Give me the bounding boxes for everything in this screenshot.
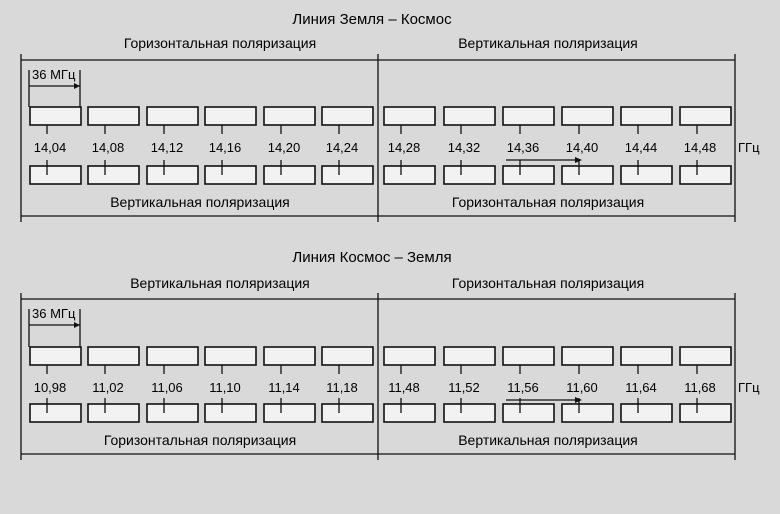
channel-box-top	[444, 347, 495, 365]
channel-frequency-label: 11,14	[268, 380, 300, 395]
channel-box-bottom	[264, 166, 315, 184]
channel-box-bottom	[444, 166, 495, 184]
channel-box-bottom	[147, 166, 198, 184]
bandwidth-label: 36 МГц	[32, 67, 76, 82]
channel-frequency-label: 14,36	[506, 140, 540, 155]
diagram-title: Линия Космос – Земля	[292, 249, 452, 266]
channel-frequency-label: 14,48	[683, 140, 717, 155]
channel-box-top	[322, 107, 373, 125]
frequency-unit-label: ГГц	[738, 380, 760, 395]
channel-frequency-label: 14,12	[150, 140, 184, 155]
diagram-title: Линия Земля – Космос	[292, 11, 452, 28]
channel-frequency-label: 11,10	[209, 380, 241, 395]
channel-box-bottom	[147, 404, 198, 422]
channel-box-top	[205, 107, 256, 125]
channel-frequency-label: 11,56	[507, 380, 539, 395]
bottom-left-polarization-label: Горизонтальная поляризация	[103, 432, 297, 448]
channel-box-bottom	[621, 166, 672, 184]
channel-frequency-label: 11,02	[92, 380, 124, 395]
top-left-polarization-label: Горизонтальная поляризация	[123, 35, 317, 51]
channel-box-top	[562, 107, 613, 125]
channel-frequency-label: 14,16	[208, 140, 242, 155]
channel-box-bottom	[680, 404, 731, 422]
channel-box-bottom	[680, 166, 731, 184]
channel-box-bottom	[384, 166, 435, 184]
channel-box-bottom	[88, 166, 139, 184]
channel-frequency-label: 11,68	[684, 380, 716, 395]
channel-frequency-label: 11,18	[326, 380, 358, 395]
channel-box-top	[680, 107, 731, 125]
bandwidth-arrowhead	[74, 322, 80, 328]
channel-frequency-label: 14,44	[624, 140, 658, 155]
frequency-unit-label: ГГц	[738, 140, 760, 155]
bottom-right-polarization-label: Вертикальная поляризация	[458, 432, 638, 448]
bandwidth-arrowhead	[74, 83, 80, 89]
channel-box-top	[384, 347, 435, 365]
channel-box-top	[680, 347, 731, 365]
top-left-polarization-label: Вертикальная поляризация	[130, 275, 310, 291]
channel-box-top	[264, 107, 315, 125]
channel-box-bottom	[444, 404, 495, 422]
channel-box-top	[88, 107, 139, 125]
channel-box-top	[147, 347, 198, 365]
channel-box-top	[205, 347, 256, 365]
channel-frequency-label: 11,52	[448, 380, 480, 395]
channel-box-top	[30, 347, 81, 365]
bandwidth-label: 36 МГц	[32, 306, 76, 321]
channel-frequency-label: 14,04	[33, 140, 67, 155]
channel-frequency-label: 14,28	[387, 140, 421, 155]
channel-frequency-label: 11,60	[566, 380, 598, 395]
channel-box-bottom	[562, 166, 613, 184]
channel-box-bottom	[264, 404, 315, 422]
channel-box-bottom	[503, 166, 554, 184]
channel-frequency-label: 14,24	[325, 140, 359, 155]
channel-box-top	[88, 347, 139, 365]
top-right-polarization-label: Горизонтальная поляризация	[451, 275, 645, 291]
bottom-left-polarization-label: Вертикальная поляризация	[110, 194, 290, 210]
channel-frequency-label: 11,06	[151, 380, 183, 395]
channel-frequency-label: 14,20	[267, 140, 301, 155]
channel-box-top	[30, 107, 81, 125]
channel-box-bottom	[30, 166, 81, 184]
channel-box-bottom	[205, 166, 256, 184]
channel-box-bottom	[384, 404, 435, 422]
channel-frequency-label: 11,48	[388, 380, 420, 395]
channel-frequency-label: 10,98	[33, 380, 67, 395]
channel-box-bottom	[621, 404, 672, 422]
top-right-polarization-label: Вертикальная поляризация	[458, 35, 638, 51]
channel-frequency-label: 11,64	[625, 380, 657, 395]
bottom-right-polarization-label: Горизонтальная поляризация	[451, 194, 645, 210]
channel-box-top	[562, 347, 613, 365]
channel-box-top	[503, 347, 554, 365]
channel-box-bottom	[88, 404, 139, 422]
channel-box-bottom	[562, 404, 613, 422]
channel-box-top	[503, 107, 554, 125]
channel-frequency-label: 14,40	[565, 140, 599, 155]
channel-box-bottom	[503, 404, 554, 422]
channel-frequency-label: 14,08	[91, 140, 125, 155]
channel-box-bottom	[205, 404, 256, 422]
channel-box-top	[444, 107, 495, 125]
channel-box-top	[384, 107, 435, 125]
channel-box-bottom	[30, 404, 81, 422]
channel-box-top	[621, 347, 672, 365]
channel-box-bottom	[322, 166, 373, 184]
channel-box-top	[621, 107, 672, 125]
channel-box-top	[322, 347, 373, 365]
channel-box-top	[264, 347, 315, 365]
channel-box-top	[147, 107, 198, 125]
channel-box-bottom	[322, 404, 373, 422]
channel-frequency-label: 14,32	[447, 140, 481, 155]
